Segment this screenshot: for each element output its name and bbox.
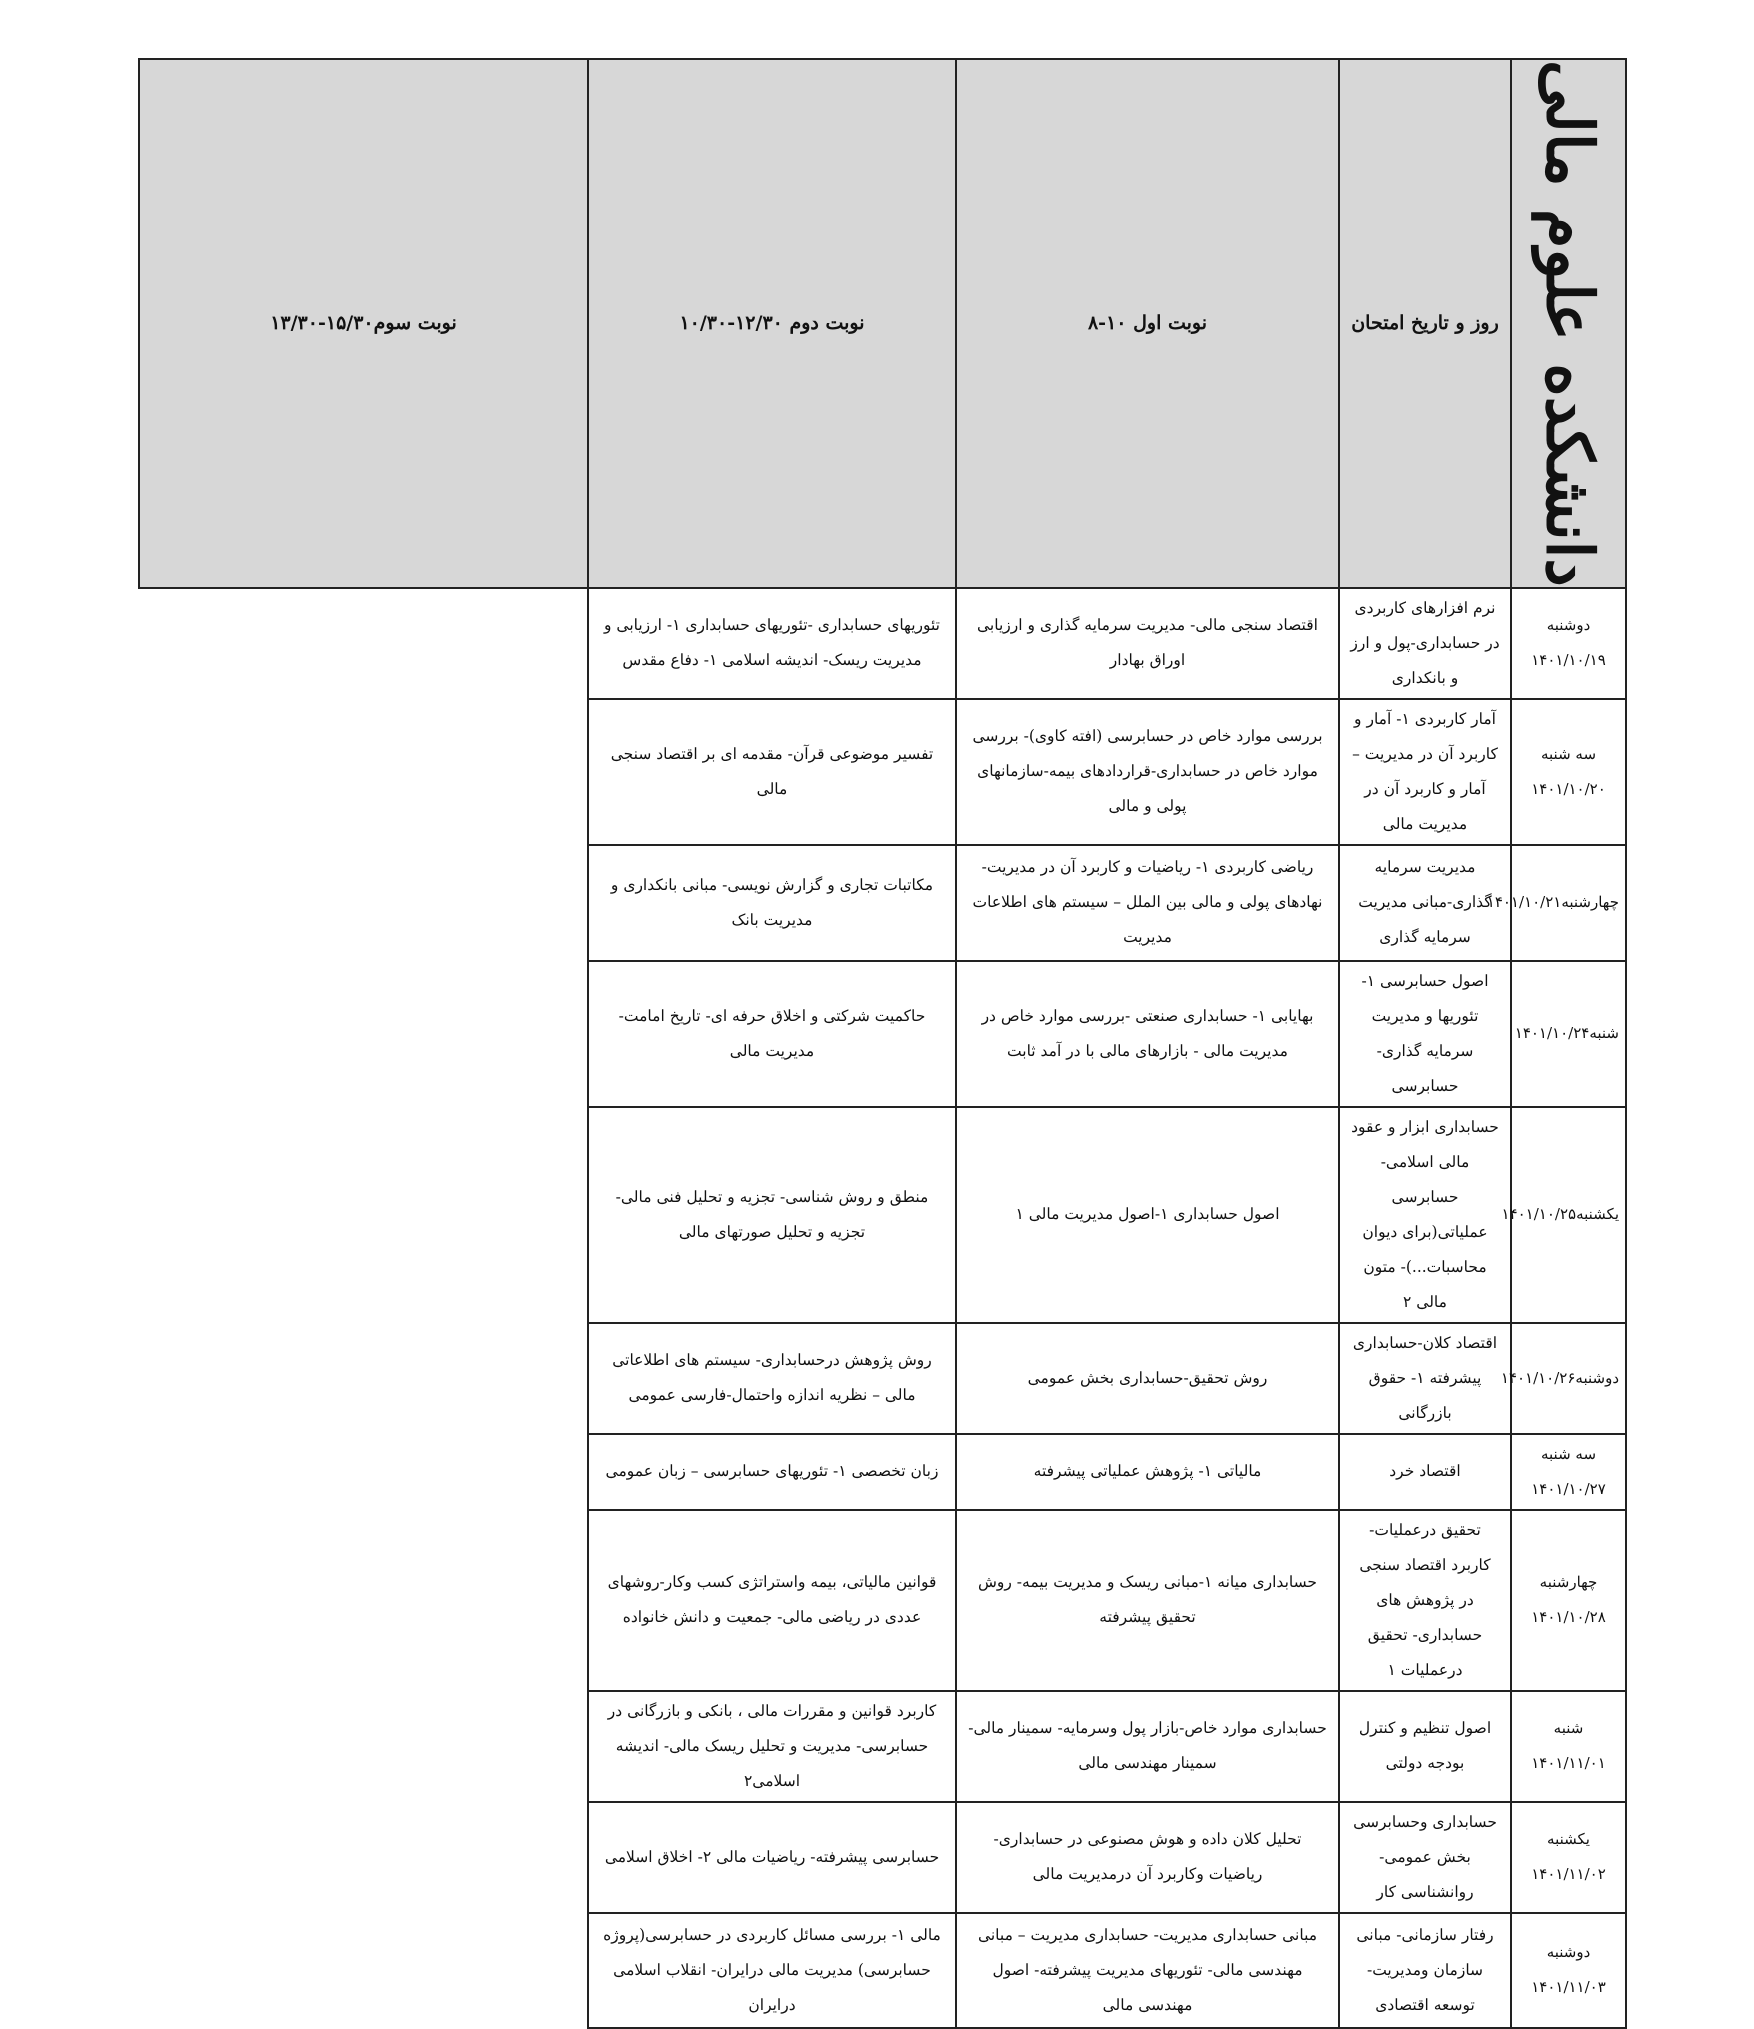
table-row: [139, 1510, 1626, 1691]
shift2-courses: تحلیل کلان داده و هوش مصنوعی در حسابداری- ریاضیات وکاربرد آن درمدیریت مالی: [956, 1802, 1339, 1913]
exam-date: شنبه ۱۴۰۱/۱۱/۰۱: [1511, 1691, 1626, 1802]
table-row: [139, 1691, 1626, 1802]
faculty-title: دانشکده علوم مالی: [1531, 60, 1607, 587]
shift3-courses: حاکمیت شرکتی و اخلاق حرفه ای- تاریخ امامت- مدیریت مالی: [588, 961, 956, 1107]
shift1-courses: اقتصاد خرد: [1339, 1434, 1511, 1510]
header-shift1: نوبت اول ۱۰-۸: [956, 59, 1339, 588]
exam-date: دوشنبه ۱۴۰۱/۱۰/۱۹: [1511, 588, 1626, 699]
table-row: [139, 588, 1626, 699]
table-row: [139, 1913, 1626, 2028]
faculty-title-cell: [1511, 59, 1626, 588]
shift3-courses: روش پژوهش درحسابداری- سیستم های اطلاعاتی مالی – نظریه اندازه واحتمال-فارسی عمومی: [588, 1323, 956, 1434]
exam-date: یکشنبه ۱۴۰۱/۱۱/۰۲: [1511, 1802, 1626, 1913]
shift2-courses: بهایابی ۱- حسابداری صنعتی -بررسی موارد خاص در مدیریت مالی - بازارهای مالی با در آمد ثابت: [956, 961, 1339, 1107]
shift1-courses: اصول تنظیم و کنترل بودجه دولتی: [1339, 1691, 1511, 1802]
exam-schedule-table: [138, 58, 1627, 2029]
shift3-courses: قوانین مالیاتی، بیمه واستراتژی کسب وکار-روشهای عددی در ریاضی مالی- جمعیت و دانش خانواده: [588, 1510, 956, 1691]
shift1-courses: اقتصاد کلان-حسابداری پیشرفته ۱- حقوق بازرگانی: [1339, 1323, 1511, 1434]
table-row: [139, 845, 1626, 961]
shift2-courses: اقتصاد سنجی مالی- مدیریت سرمایه گذاری و ارزیابی اوراق بهادار: [956, 588, 1339, 699]
exam-date: چهارشنبه۱۴۰۱/۱۰/۲۱: [1511, 845, 1626, 961]
header-date: روز و تاریخ امتحان: [1339, 59, 1511, 588]
table-row: [139, 1323, 1626, 1434]
table-row: [139, 699, 1626, 845]
shift3-courses: حسابرسی پیشرفته- ریاضیات مالی ۲- اخلاق اسلامی: [588, 1802, 956, 1913]
shift1-courses: نرم افزارهای کاربردی در حسابداری-پول و ارز و بانکداری: [1339, 588, 1511, 699]
shift1-courses: آمار کاربردی ۱- آمار و کاربرد آن در مدیریت – آمار و کاربرد آن در مدیریت مالی: [1339, 699, 1511, 845]
shift3-courses: منطق و روش شناسی- تجزیه و تحلیل فنی مالی- تجزیه و تحلیل صورتهای مالی: [588, 1107, 956, 1323]
shift2-courses: مالیاتی ۱- پژوهش عملیاتی پیشرفته: [956, 1434, 1339, 1510]
shift1-courses: تحقیق درعملیات- کاربرد اقتصاد سنجی در پژوهش های حسابداری- تحقیق درعملیات ۱: [1339, 1510, 1511, 1691]
shift1-courses: اصول حسابرسی ۱- تئوریها و مدیریت سرمایه گذاری-حسابرسی: [1339, 961, 1511, 1107]
shift2-courses: روش تحقیق-حسابداری بخش عمومی: [956, 1323, 1339, 1434]
shift1-courses: مدیریت سرمایه گذاری-مبانی مدیریت سرمایه گذاری: [1339, 845, 1511, 961]
table-row: [139, 1434, 1626, 1510]
header-shift3: نوبت سوم۱۵/۳۰-۱۳/۳۰: [139, 59, 588, 588]
table-row: [139, 1802, 1626, 1913]
shift2-courses: مبانی حسابداری مدیریت- حسابداری مدیریت – مبانی مهندسی مالی- تئوریهای مدیریت پیشرفته- اصول مهندسی مالی: [956, 1913, 1339, 2028]
exam-date: یکشنبه۱۴۰۱/۱۰/۲۵: [1511, 1107, 1626, 1323]
shift2-courses: حسابداری میانه ۱-مبانی ریسک و مدیریت بیمه- روش تحقیق پیشرفته: [956, 1510, 1339, 1691]
exam-date: شنبه۱۴۰۱/۱۰/۲۴: [1511, 961, 1626, 1107]
shift3-courses: زبان تخصصی ۱- تئوریهای حسابرسی – زبان عمومی: [588, 1434, 956, 1510]
shift3-courses: مالی ۱- بررسی مسائل کاربردی در حسابرسی(پروژه حسابرسی) مدیریت مالی درایران- انقلاب اسلامی درایران: [588, 1913, 956, 2028]
exam-date: سه شنبه ۱۴۰۱/۱۰/۲۷: [1511, 1434, 1626, 1510]
table-row: [139, 961, 1626, 1107]
shift1-courses: حسابداری وحسابرسی بخش عمومی- روانشناسی کار: [1339, 1802, 1511, 1913]
exam-date: چهارشنبه ۱۴۰۱/۱۰/۲۸: [1511, 1510, 1626, 1691]
shift3-courses: تفسیر موضوعی قرآن- مقدمه ای بر اقتصاد سنجی مالی: [588, 699, 956, 845]
shift2-courses: حسابداری موارد خاص-بازار پول وسرمایه- سمینار مالی-سمینار مهندسی مالی: [956, 1691, 1339, 1802]
exam-date: سه شنبه ۱۴۰۱/۱۰/۲۰: [1511, 699, 1626, 845]
shift3-courses: کاربرد قوانین و مقررات مالی ، بانکی و بازرگانی در حسابرسی- مدیریت و تحلیل ریسک مالی- اندیشه اسلامی۲: [588, 1691, 956, 1802]
shift2-courses: بررسی موارد خاص در حسابرسی (افته کاوی)- بررسی موارد خاص در حسابداری-قراردادهای بیمه-سازمانهای پولی و مالی: [956, 699, 1339, 845]
shift1-courses: رفتار سازمانی- مبانی سازمان ومدیریت- توسعه اقتصادی: [1339, 1913, 1511, 2028]
exam-date: دوشنبه ۱۴۰۱/۱۱/۰۳: [1511, 1913, 1626, 2028]
shift2-courses: ریاضی کاربردی ۱- ریاضیات و کاربرد آن در مدیریت- نهادهای پولی و مالی بین الملل – سیستم های اطلاعات مدیریت: [956, 845, 1339, 961]
table-row: [139, 1107, 1626, 1323]
shift3-courses: مکاتبات تجاری و گزارش نویسی- مبانی بانکداری و مدیریت بانک: [588, 845, 956, 961]
shift2-courses: اصول حسابداری ۱-اصول مدیریت مالی ۱: [956, 1107, 1339, 1323]
exam-date: دوشنبه۱۴۰۱/۱۰/۲۶: [1511, 1323, 1626, 1434]
header-row: [139, 59, 1626, 588]
header-shift2: نوبت دوم ۱۲/۳۰-۱۰/۳۰: [588, 59, 956, 588]
shift3-courses: تئوریهای حسابداری -تئوریهای حسابداری ۱- ارزیابی و مدیریت ریسک- اندیشه اسلامی ۱- دفاع مقدس: [588, 588, 956, 699]
shift1-courses: حسابداری ابزار و عقود مالی اسلامی- حسابرسی عملیاتی(برای دیوان محاسبات...)- متون مالی ۲: [1339, 1107, 1511, 1323]
